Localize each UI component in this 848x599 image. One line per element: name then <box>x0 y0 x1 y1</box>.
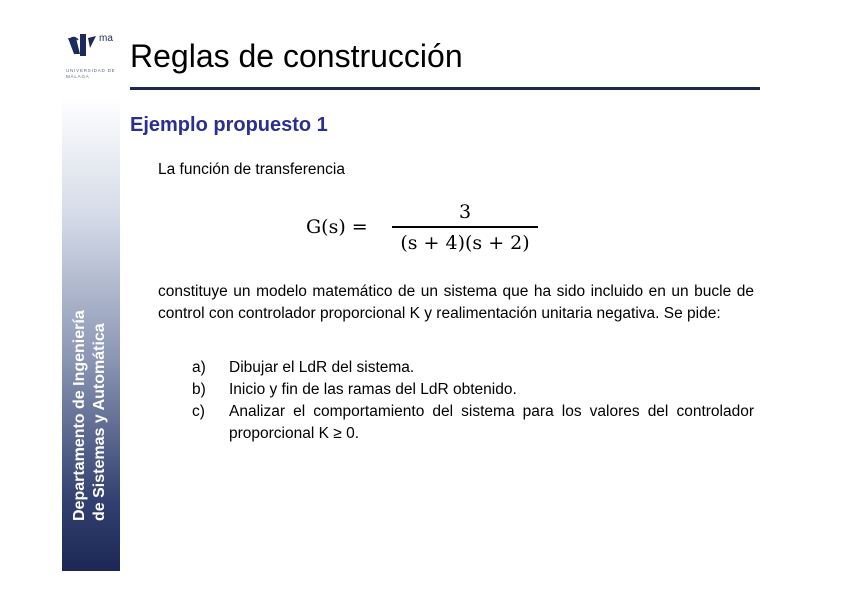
list-item-text: Dibujar el LdR del sistema. <box>229 359 415 376</box>
slide-subtitle: Ejemplo propuesto 1 <box>130 114 328 136</box>
formula-lhs: G(s) = <box>306 216 368 238</box>
list-item-text: Inicio y fin de las ramas del LdR obtenido. <box>229 381 517 398</box>
transfer-function-formula <box>306 198 546 262</box>
department-line-2: de Sistemas y Automática <box>91 323 108 521</box>
problem-statement: constituye un modelo matemático de un sistema que ha sido incluido en un bucle de control con controlador proporcional K y realimentación unitaria negativa. Se pide: <box>158 283 754 322</box>
formula-fraction <box>392 198 538 258</box>
department-line-1: Departamento de Ingeniería <box>71 310 88 521</box>
intro-text: La función de transferencia <box>158 161 345 178</box>
department-sidebar <box>62 96 120 571</box>
title-divider <box>130 87 760 90</box>
formula-numerator: 3 <box>458 201 472 223</box>
task-list <box>192 357 754 445</box>
list-item-text: Analizar el comportamiento del sistema para los valores del controlador proporcional K ≥ 0. <box>229 403 754 442</box>
slide-title: Reglas de construcción <box>130 38 463 74</box>
list-item-marker: a) <box>192 359 206 376</box>
university-logo <box>66 32 120 88</box>
uma-logo-icon <box>66 32 100 62</box>
logo-superscript: ma <box>99 33 113 44</box>
list-item-marker: b) <box>192 381 206 398</box>
list-item <box>192 401 754 445</box>
logo-university-text: UNIVERSIDAD DE MÁLAGA <box>66 68 116 79</box>
department-name <box>70 310 110 521</box>
formula-denominator: (s + 4)(s + 2) <box>400 231 530 254</box>
list-item <box>192 379 754 401</box>
list-item-marker: c) <box>192 403 205 420</box>
list-item <box>192 357 754 379</box>
